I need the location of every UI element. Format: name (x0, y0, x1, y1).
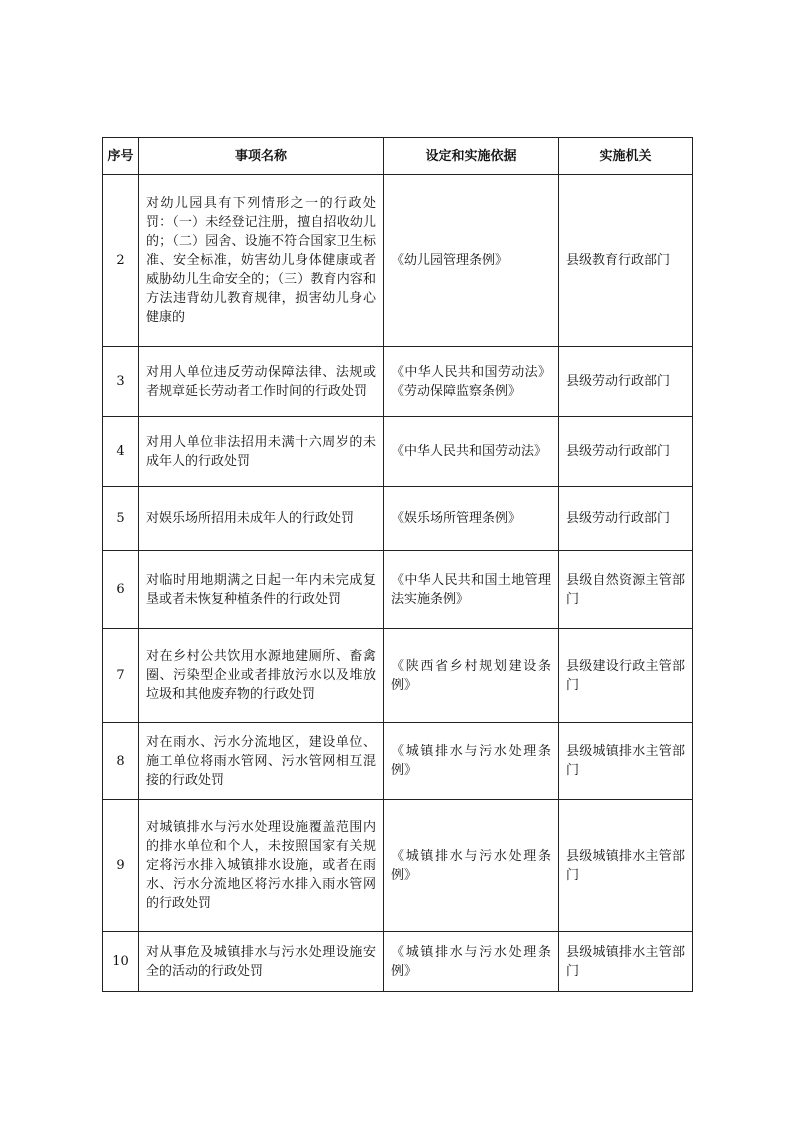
table-row (103, 347, 693, 417)
row-item-name: 对临时用地期满之日起一年内未完成复垦或者未恢复种植条件的行政处罚 (139, 551, 384, 629)
table-row (103, 932, 693, 992)
header-item-name: 事项名称 (139, 138, 384, 175)
table-row (103, 800, 693, 932)
table-header-row (103, 138, 693, 175)
row-serial-number: 5 (103, 487, 139, 551)
row-legal-basis: 《中华人民共和国劳动法》 (384, 417, 559, 487)
row-serial-number: 4 (103, 417, 139, 487)
row-item-name: 对用人单位违反劳动保障法律、法规或者规章延长劳动者工作时间的行政处罚 (139, 347, 384, 417)
penalty-items-table (102, 137, 693, 992)
table-row (103, 175, 693, 347)
document-page (102, 137, 692, 992)
table-row (103, 723, 693, 800)
row-legal-basis: 《城镇排水与污水处理条例》 (384, 723, 559, 800)
row-implementing-agency: 县级城镇排水主管部门 (559, 723, 693, 800)
table-row (103, 417, 693, 487)
row-implementing-agency: 县级劳动行政部门 (559, 487, 693, 551)
row-implementing-agency: 县级城镇排水主管部门 (559, 800, 693, 932)
row-implementing-agency: 县级劳动行政部门 (559, 347, 693, 417)
row-implementing-agency: 县级自然资源主管部门 (559, 551, 693, 629)
row-item-name: 对用人单位非法招用未满十六周岁的未成年人的行政处罚 (139, 417, 384, 487)
row-item-name: 对娱乐场所招用未成年人的行政处罚 (139, 487, 384, 551)
row-serial-number: 3 (103, 347, 139, 417)
row-serial-number: 9 (103, 800, 139, 932)
row-implementing-agency: 县级教育行政部门 (559, 175, 693, 347)
row-serial-number: 8 (103, 723, 139, 800)
table-row (103, 551, 693, 629)
row-implementing-agency: 县级城镇排水主管部门 (559, 932, 693, 992)
header-implementing-agency: 实施机关 (559, 138, 693, 175)
row-legal-basis: 《娱乐场所管理条例》 (384, 487, 559, 551)
row-serial-number: 2 (103, 175, 139, 347)
row-item-name: 对城镇排水与污水处理设施覆盖范围内的排水单位和个人，未按照国家有关规定将污水排入城镇排水设施，或者在雨水、污水分流地区将污水排入雨水管网的行政处罚 (139, 800, 384, 932)
row-legal-basis: 《城镇排水与污水处理条例》 (384, 932, 559, 992)
row-legal-basis: 《幼儿园管理条例》 (384, 175, 559, 347)
row-legal-basis: 《陕西省乡村规划建设条例》 (384, 629, 559, 723)
table-row (103, 487, 693, 551)
row-serial-number: 7 (103, 629, 139, 723)
row-item-name: 对在雨水、污水分流地区，建设单位、施工单位将雨水管网、污水管网相互混接的行政处罚 (139, 723, 384, 800)
header-serial-number: 序号 (103, 138, 139, 175)
row-item-name: 对幼儿园具有下列情形之一的行政处罚：（一）未经登记注册，擅自招收幼儿的；（二）园舍、设施不符合国家卫生标准、安全标准，妨害幼儿身体健康或者威胁幼儿生命安全的；（三）教育内容和方法违背幼儿教育规律，损害幼儿身心健康的 (139, 175, 384, 347)
row-implementing-agency: 县级劳动行政部门 (559, 417, 693, 487)
row-legal-basis: 《中华人民共和国劳动法》《劳动保障监察条例》 (384, 347, 559, 417)
row-serial-number: 6 (103, 551, 139, 629)
row-item-name: 对在乡村公共饮用水源地建厕所、畜禽圈、污染型企业或者排放污水以及堆放垃圾和其他废弃物的行政处罚 (139, 629, 384, 723)
table-row (103, 629, 693, 723)
row-item-name: 对从事危及城镇排水与污水处理设施安全的活动的行政处罚 (139, 932, 384, 992)
header-legal-basis: 设定和实施依据 (384, 138, 559, 175)
row-implementing-agency: 县级建设行政主管部门 (559, 629, 693, 723)
row-legal-basis: 《城镇排水与污水处理条例》 (384, 800, 559, 932)
row-serial-number: 10 (103, 932, 139, 992)
row-legal-basis: 《中华人民共和国土地管理法实施条例》 (384, 551, 559, 629)
